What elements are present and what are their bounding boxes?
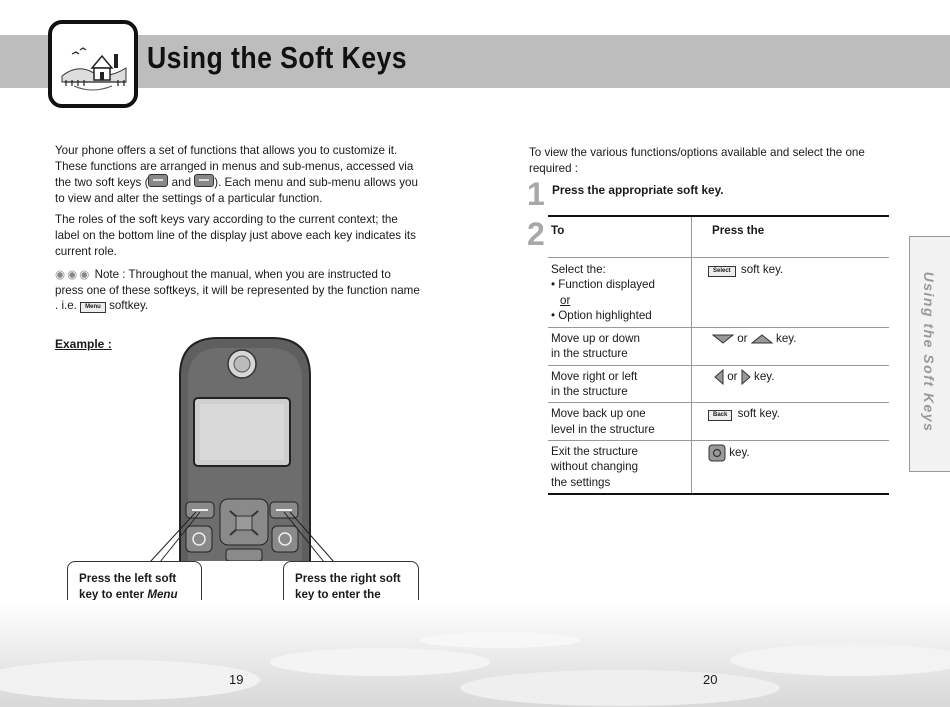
row-or-text: or <box>727 369 738 383</box>
step-1-text: Press the appropriate soft key. <box>552 183 724 197</box>
row-text: Move right or left <box>551 369 638 383</box>
nav-right-icon <box>741 369 751 385</box>
row-press-text: soft key. <box>740 263 784 276</box>
select-key-label: Select <box>708 266 736 277</box>
row-action <box>548 366 692 403</box>
intro-text-a: Your phone offers a set of functions that allows you to customize it. These functions are arranged in menus and sub-menus, accessed via the two soft keys ( <box>55 144 414 190</box>
row-press-text: key. <box>776 332 797 346</box>
row-press-text: key. <box>754 369 775 383</box>
row-press-text: soft key. <box>737 407 780 421</box>
note-dots-icon: ◉◉◉ <box>55 268 92 282</box>
row-key <box>692 328 889 365</box>
step-1-number: 1 <box>527 176 545 212</box>
row-text: the settings <box>551 475 611 489</box>
row-text: Select the: <box>551 263 606 276</box>
menu-key-label: Menu <box>80 302 106 313</box>
intro-text-and: and <box>171 176 192 190</box>
clouds-background <box>0 600 950 707</box>
table-row <box>548 441 889 493</box>
row-action <box>548 328 692 365</box>
side-tab-label: Using the Soft Keys <box>921 271 937 433</box>
table-row <box>548 403 889 441</box>
soft-key-table <box>548 215 889 495</box>
back-key-label: Back <box>708 410 732 421</box>
step-2-number: 2 <box>527 216 545 252</box>
callout-left-text-a: Press the left soft key to enter <box>79 572 177 601</box>
row-text: in the structure <box>551 385 628 399</box>
right-intro: To view the various functions/options available and select the one required : <box>529 146 865 175</box>
row-text: • Function displayed <box>551 278 655 292</box>
callout-right-text-a: Press the right soft key to enter the <box>295 572 401 601</box>
row-text: Move back up one <box>551 407 646 421</box>
row-text: in the structure <box>551 347 628 361</box>
end-key-icon <box>708 444 726 462</box>
row-text: or <box>560 293 571 307</box>
roles-paragraph: The roles of the soft keys vary according to the current context; the label on the bottom line of the display just above each key indicates its current role. <box>55 213 416 258</box>
row-key <box>692 441 889 493</box>
row-text: Exit the structure <box>551 444 638 458</box>
page-title: Using the Soft Keys <box>147 40 408 75</box>
table-row <box>548 366 889 404</box>
intro-text-b: ). Each menu and sub-menu allows you to view and alter the settings of a particular function. <box>55 176 418 205</box>
table-header-to: To <box>548 217 692 257</box>
row-key <box>692 258 889 327</box>
row-action <box>548 441 692 493</box>
table-header-row <box>548 217 889 258</box>
row-action <box>548 258 692 327</box>
row-text: without changing <box>551 460 639 474</box>
row-text: Move up or down <box>551 332 640 346</box>
nav-left-icon <box>714 369 724 385</box>
callout-left-em: Menu <box>147 587 178 601</box>
page-number-left: 19 <box>229 672 244 687</box>
row-key <box>692 366 889 403</box>
note-text-a: Note : Throughout the manual, when you are instructed to press one of these softkeys, it will be represented by the function name . i.e. <box>55 268 420 313</box>
table-header-press: Press the <box>712 224 765 237</box>
row-text: • Option highlighted <box>551 308 652 322</box>
page-number-right: 20 <box>703 672 718 687</box>
table-row <box>548 258 889 328</box>
table-row <box>548 328 889 366</box>
row-or-text: or <box>737 332 748 346</box>
nav-up-icon <box>751 334 773 344</box>
example-label: Example : <box>55 337 112 351</box>
row-key <box>692 403 889 440</box>
row-text: level in the structure <box>551 422 655 436</box>
nav-down-icon <box>712 334 734 344</box>
row-action <box>548 403 692 440</box>
row-press-text: key. <box>729 446 750 460</box>
note-text-b: softkey. <box>109 299 149 313</box>
